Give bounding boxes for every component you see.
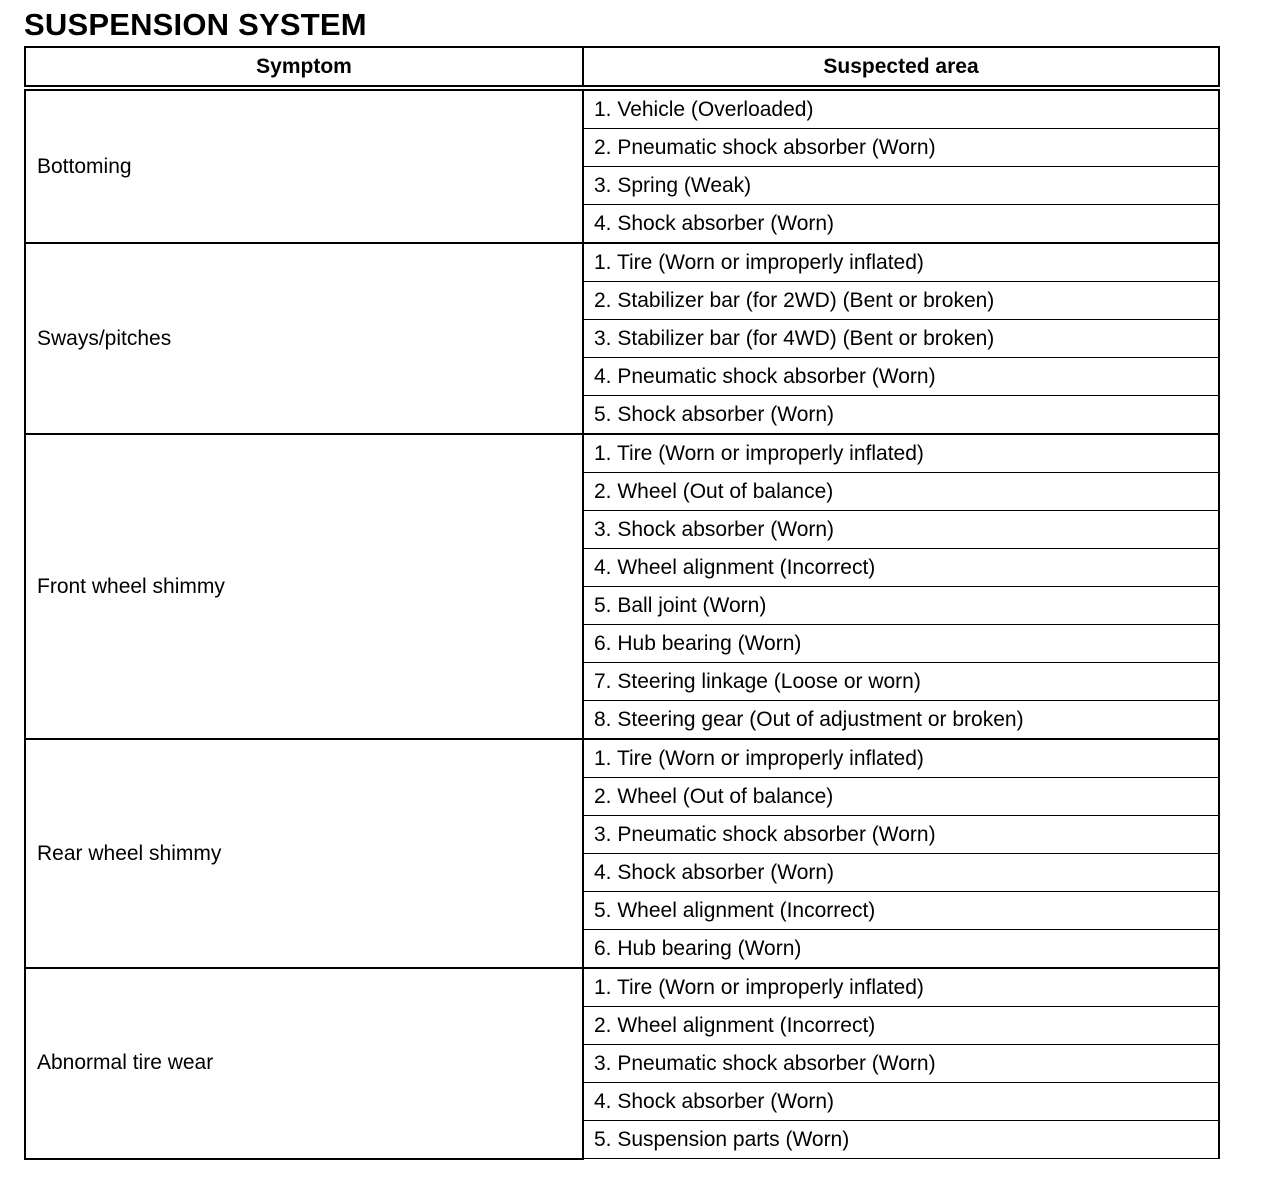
suspected-area-cell: 5. Shock absorber (Worn) [583, 396, 1219, 435]
suspected-area-cell: 3. Spring (Weak) [583, 167, 1219, 205]
table-row [25, 968, 1219, 1007]
suspected-area-cell: 3. Pneumatic shock absorber (Worn) [583, 816, 1219, 854]
suspected-area-column-header: Suspected area [583, 47, 1219, 88]
suspected-area-cell: 4. Shock absorber (Worn) [583, 1083, 1219, 1121]
suspected-area-cell: 4. Wheel alignment (Incorrect) [583, 549, 1219, 587]
symptom-cell: Abnormal tire wear [25, 968, 583, 1159]
table-header-row [25, 47, 1219, 88]
symptom-column-header: Symptom [25, 47, 583, 88]
symptom-cell: Bottoming [25, 88, 583, 243]
suspected-area-cell: 2. Stabilizer bar (for 2WD) (Bent or broken) [583, 282, 1219, 320]
table-body [25, 88, 1219, 1159]
suspected-area-cell: 2. Wheel (Out of balance) [583, 778, 1219, 816]
suspected-area-cell: 6. Hub bearing (Worn) [583, 625, 1219, 663]
suspected-area-cell: 7. Steering linkage (Loose or worn) [583, 663, 1219, 701]
suspected-area-cell: 4. Shock absorber (Worn) [583, 205, 1219, 244]
symptom-cell: Rear wheel shimmy [25, 739, 583, 968]
suspected-area-cell: 5. Wheel alignment (Incorrect) [583, 892, 1219, 930]
suspected-area-cell: 5. Ball joint (Worn) [583, 587, 1219, 625]
suspected-area-cell: 1. Tire (Worn or improperly inflated) [583, 243, 1219, 282]
suspected-area-cell: 1. Tire (Worn or improperly inflated) [583, 434, 1219, 473]
suspected-area-cell: 3. Pneumatic shock absorber (Worn) [583, 1045, 1219, 1083]
suspected-area-cell: 1. Vehicle (Overloaded) [583, 88, 1219, 129]
suspected-area-cell: 2. Wheel alignment (Incorrect) [583, 1007, 1219, 1045]
troubleshooting-table [24, 46, 1220, 1160]
table-row [25, 88, 1219, 129]
suspected-area-cell: 4. Shock absorber (Worn) [583, 854, 1219, 892]
suspected-area-cell: 1. Tire (Worn or improperly inflated) [583, 968, 1219, 1007]
suspected-area-cell: 1. Tire (Worn or improperly inflated) [583, 739, 1219, 778]
suspected-area-cell: 3. Stabilizer bar (for 4WD) (Bent or broken) [583, 320, 1219, 358]
suspected-area-cell: 5. Suspension parts (Worn) [583, 1121, 1219, 1159]
table-row [25, 739, 1219, 778]
table-row [25, 243, 1219, 282]
suspected-area-cell: 3. Shock absorber (Worn) [583, 511, 1219, 549]
page-title: SUSPENSION SYSTEM [24, 7, 367, 42]
suspected-area-cell: 2. Pneumatic shock absorber (Worn) [583, 129, 1219, 167]
symptom-cell: Front wheel shimmy [25, 434, 583, 739]
suspected-area-cell: 4. Pneumatic shock absorber (Worn) [583, 358, 1219, 396]
suspected-area-cell: 6. Hub bearing (Worn) [583, 930, 1219, 969]
table-row [25, 434, 1219, 473]
suspected-area-cell: 8. Steering gear (Out of adjustment or broken) [583, 701, 1219, 740]
suspected-area-cell: 2. Wheel (Out of balance) [583, 473, 1219, 511]
symptom-cell: Sways/pitches [25, 243, 583, 434]
